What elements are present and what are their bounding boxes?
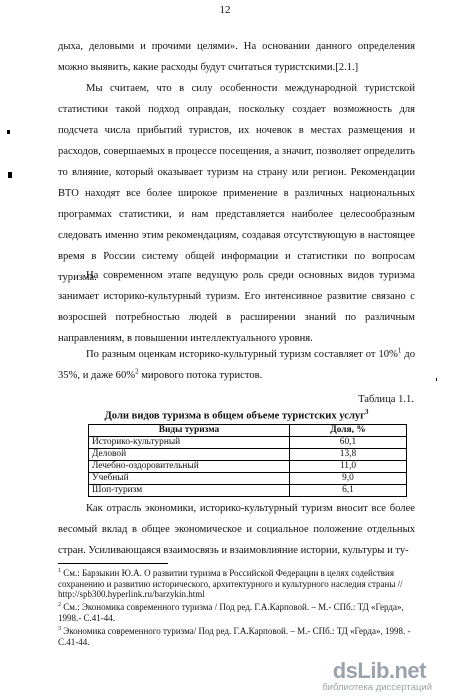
table-row: [89, 461, 407, 473]
footnote-3: [58, 624, 418, 647]
scan-mark: [436, 378, 437, 381]
watermark: [280, 658, 440, 694]
table-row: [89, 473, 407, 485]
footnote-number: 1: [58, 568, 61, 574]
table-cell-type: Учебный: [89, 473, 290, 485]
table-cell-type: Деловой: [89, 449, 290, 461]
scan-mark: [7, 130, 10, 134]
paragraph-3: На современном этапе ведущую роль среди основных видов туризма занимает историко-культурный туризм. Его интенсивное развитие связано с возросшей потребностью людей в расширении знаний по различным направлениям, в повышении интеллектуального уровня.: [58, 270, 415, 344]
footnote-text: Экономика современного туризма/ Под ред. Г.А.Карповой. – М.- СПб.: ТД «Герда», 1998. - С.41-44.: [58, 626, 411, 647]
paragraph-5: Как отрасль экономики, историко-культурный туризм вносит все более весомый вклад в общее экономическое и социальное положение отдельных стран. Усиливающаяся взаимосвязь и взаимовлияние истории, культуры и ту-: [58, 503, 415, 556]
footnote-1: [58, 566, 418, 600]
page-number: 12: [219, 4, 231, 16]
paragraph-4-text-c: мирового потока туристов.: [138, 370, 263, 381]
table-row: [89, 437, 407, 449]
paragraph-4-text-b: до 35%, и даже 60%: [58, 349, 415, 381]
table-caption: Таблица 1.1.: [358, 394, 414, 405]
watermark-logo: dsLib.net: [332, 658, 426, 683]
footnote-separator: [58, 563, 168, 564]
paragraph-1: дыха, деловыми и прочими целями». На основании данного определения можно выявить, какие расходы будут считаться туристскими.[2.1.]: [58, 41, 415, 73]
paragraph-4: [58, 344, 415, 386]
table-cell-share: 60,1: [290, 437, 407, 449]
table-header-row: [89, 425, 407, 437]
table-header-share: Доля, %: [290, 425, 407, 437]
footnote-ref-1: 1: [397, 346, 402, 355]
table-title: [58, 408, 415, 422]
table-header-type: Виды туризма: [89, 425, 290, 437]
table-cell-share: 11,0: [290, 461, 407, 473]
table-cell-share: 9,0: [290, 473, 407, 485]
footnote-ref-2: 2: [135, 367, 139, 376]
footnote-text: См.: Экономика современного туризма / Под ред. Г.А.Карповой. – М.- СПб.: ТД «Герда», 1998.- С.41-44.: [58, 602, 404, 623]
table-title-text: Доли видов туризма в общем объеме туристских услуг: [104, 410, 365, 422]
table-row: [89, 485, 407, 497]
tourism-share-table: [88, 424, 407, 497]
footnote-text: См.: Барзыкин Ю.А. О развитии туризма в Российской Федерации в целях содействия сохранению и развитию исторического, архитектурного и культурного наследия страны // http://spb300.hyperlink.ru/barzykin.html: [58, 568, 403, 599]
table-cell-type: Историко-культурный: [89, 437, 290, 449]
watermark-subtitle: библиотека диссертаций: [322, 682, 432, 693]
paragraph-2: Мы считаем, что в силу особенности международной туристской статистики такой подход оправдан, поскольку создает возможность для подсчета числа прибытий туристов, их ночевок в местах размещения и расходов, совершаемых в процессе посещения, а значит, позволяет определить то влияние, который оказывает туризм на страну или регион. Рекомендации ВТО находят все более широкое применение в различных национальных программах статистики, и нам представляется наиболее целесообразным следовать именно этим рекомендациям, создавая отсутствующую в настоящее время в России систему общей информации и статистики по вопросам туризма.: [58, 83, 415, 283]
table-cell-type: Лечебно-оздоровительный: [89, 461, 290, 473]
scan-mark: [8, 172, 12, 178]
footnote-2: [58, 600, 418, 623]
footnote-number: 2: [58, 602, 61, 608]
paragraph-4-text-a: По разным оценкам историко-культурный туризм составляет от 10%: [86, 349, 398, 360]
table-cell-type: Шоп-туризм: [89, 485, 290, 497]
table-cell-share: 6,1: [290, 485, 407, 497]
footnote-ref-3: 3: [365, 408, 369, 416]
table-cell-share: 13,8: [290, 449, 407, 461]
table-row: [89, 449, 407, 461]
footnote-number: 3: [58, 626, 61, 632]
